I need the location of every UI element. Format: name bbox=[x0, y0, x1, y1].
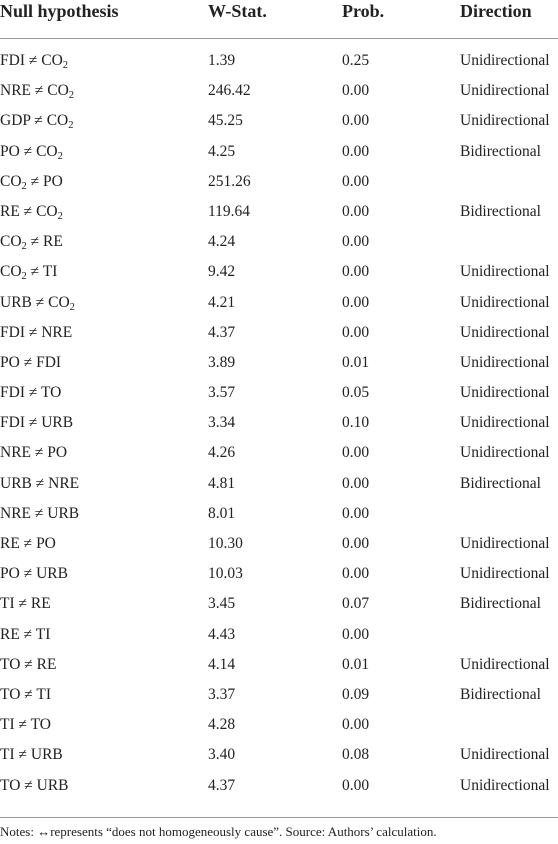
table-row bbox=[0, 377, 558, 407]
direction-cell: Unidirectional bbox=[460, 444, 550, 462]
table-row bbox=[0, 136, 558, 166]
prob-cell: 0.01 bbox=[342, 353, 370, 371]
table-row bbox=[0, 226, 558, 256]
table-row bbox=[0, 588, 558, 618]
w-stat-cell: 4.37 bbox=[208, 776, 236, 794]
direction-cell: Bidirectional bbox=[460, 202, 541, 220]
prob-cell: 0.09 bbox=[342, 685, 370, 703]
prob-cell: 0.00 bbox=[342, 202, 370, 220]
w-stat-cell: 4.25 bbox=[208, 142, 236, 160]
direction-cell: Unidirectional bbox=[460, 52, 550, 69]
prob-cell: 0.00 bbox=[342, 474, 370, 492]
hypothesis-cell: NRE ≠ PO bbox=[0, 444, 68, 462]
table-row bbox=[0, 437, 558, 467]
direction-cell: Unidirectional bbox=[460, 414, 550, 432]
table-row bbox=[0, 558, 558, 588]
table-notes: Notes: ↔represents “does not homogeneously cause”. Source: Authors’ calculation. bbox=[0, 824, 437, 839]
prob-cell: 0.00 bbox=[342, 625, 370, 643]
direction-cell: Bidirectional bbox=[460, 474, 541, 492]
header-prob: Prob. bbox=[342, 1, 385, 21]
w-stat-cell: 4.14 bbox=[208, 655, 236, 673]
table-row bbox=[0, 287, 558, 317]
hypothesis-cell: FDI ≠ TO bbox=[0, 384, 62, 402]
hypothesis-cell: NRE ≠ URB bbox=[0, 504, 80, 522]
w-stat-cell: 8.01 bbox=[208, 504, 236, 522]
table-row bbox=[0, 407, 558, 437]
w-stat-cell: 251.26 bbox=[208, 172, 251, 190]
prob-cell: 0.00 bbox=[342, 716, 370, 734]
direction-cell: Bidirectional bbox=[460, 142, 541, 160]
hypothesis-cell: PO ≠ $CO_2$ bbox=[0, 142, 63, 162]
direction-cell: Unidirectional bbox=[460, 293, 550, 311]
direction-cell: Unidirectional bbox=[460, 112, 550, 130]
w-stat-cell: 4.26 bbox=[208, 444, 236, 462]
direction-cell: Unidirectional bbox=[460, 353, 550, 371]
prob-cell: 0.00 bbox=[342, 172, 370, 190]
w-stat-cell: 3.40 bbox=[208, 746, 236, 764]
hypothesis-cell: GDP ≠ $CO_2$ bbox=[0, 112, 74, 132]
hypothesis-cell: TI ≠ RE bbox=[0, 595, 51, 613]
w-stat-cell: 3.37 bbox=[208, 685, 236, 703]
w-stat-cell: 4.21 bbox=[208, 293, 236, 311]
table-row bbox=[0, 468, 558, 498]
prob-cell: 0.00 bbox=[342, 444, 370, 462]
w-stat-cell: 3.57 bbox=[208, 384, 236, 402]
w-stat-cell: 246.42 bbox=[208, 82, 251, 100]
table-row bbox=[0, 105, 558, 135]
table-row bbox=[0, 709, 558, 739]
hypothesis-cell: TI ≠ URB bbox=[0, 746, 63, 764]
table-row bbox=[0, 166, 558, 196]
prob-cell: 0.00 bbox=[342, 263, 370, 281]
w-stat-cell: 4.43 bbox=[208, 625, 236, 643]
prob-cell: 0.01 bbox=[342, 655, 370, 673]
hypothesis-cell: RE ≠ $CO_2$ bbox=[0, 202, 63, 222]
direction-cell: Unidirectional bbox=[460, 82, 550, 100]
table-row bbox=[0, 75, 558, 105]
direction-cell: Bidirectional bbox=[460, 685, 541, 703]
notes-divider bbox=[0, 817, 558, 818]
w-stat-cell: 3.89 bbox=[208, 353, 236, 371]
table-row bbox=[0, 679, 558, 709]
hypothesis-cell: TI ≠ TO bbox=[0, 716, 51, 734]
prob-cell: 0.25 bbox=[342, 52, 370, 69]
w-stat-cell: 4.37 bbox=[208, 323, 236, 341]
hypothesis-cell: RE ≠ PO bbox=[0, 535, 56, 552]
direction-cell: Unidirectional bbox=[460, 384, 550, 402]
table-header-row bbox=[0, 0, 558, 39]
direction-cell: Unidirectional bbox=[460, 263, 550, 281]
direction-cell: Unidirectional bbox=[460, 746, 550, 764]
table-row bbox=[0, 45, 558, 75]
hypothesis-cell: FDI ≠ NRE bbox=[0, 323, 73, 341]
hypothesis-cell: FDI ≠ URB bbox=[0, 414, 74, 432]
hypothesis-cell: $CO_2$ ≠ PO bbox=[0, 172, 63, 192]
hypothesis-cell: TO ≠ RE bbox=[0, 655, 57, 673]
prob-cell: 0.00 bbox=[342, 323, 370, 341]
hypothesis-cell: RE ≠ TI bbox=[0, 625, 51, 643]
prob-cell: 0.05 bbox=[342, 384, 370, 402]
prob-cell: 0.08 bbox=[342, 746, 370, 764]
w-stat-cell: 1.39 bbox=[208, 52, 236, 69]
hypothesis-cell: PO ≠ URB bbox=[0, 565, 68, 583]
w-stat-cell: 10.03 bbox=[208, 565, 243, 583]
direction-cell: Unidirectional bbox=[460, 565, 550, 583]
w-stat-cell: 3.34 bbox=[208, 414, 236, 432]
direction-cell: Bidirectional bbox=[460, 595, 541, 613]
table-row bbox=[0, 317, 558, 347]
prob-cell: 0.10 bbox=[342, 414, 370, 432]
hypothesis-cell: URB ≠ $CO_2$ bbox=[0, 293, 75, 313]
hypothesis-cell: $CO_2$ ≠ TI bbox=[0, 263, 58, 283]
hypothesis-cell: URB ≠ NRE bbox=[0, 474, 80, 492]
table-row bbox=[0, 649, 558, 679]
w-stat-cell: 9.42 bbox=[208, 263, 236, 281]
prob-cell: 0.00 bbox=[342, 535, 370, 552]
direction-cell: Unidirectional bbox=[460, 323, 550, 341]
prob-cell: 0.00 bbox=[342, 293, 370, 311]
hypothesis-cell: $CO_2$ ≠ RE bbox=[0, 233, 63, 253]
direction-cell: Unidirectional bbox=[460, 776, 550, 794]
hypothesis-cell: TO ≠ URB bbox=[0, 776, 69, 794]
hypothesis-cell: TO ≠ TI bbox=[0, 685, 51, 703]
table-row bbox=[0, 770, 558, 800]
prob-cell: 0.00 bbox=[342, 82, 370, 100]
table-row bbox=[0, 528, 558, 558]
table-body bbox=[0, 39, 558, 800]
prob-cell: 0.00 bbox=[342, 112, 370, 130]
table-row bbox=[0, 498, 558, 528]
w-stat-cell: 4.28 bbox=[208, 716, 236, 734]
w-stat-cell: 3.45 bbox=[208, 595, 236, 613]
direction-cell: Unidirectional bbox=[460, 655, 550, 673]
prob-cell: 0.00 bbox=[342, 504, 370, 522]
header-direction: Direction bbox=[460, 1, 532, 21]
table-row bbox=[0, 196, 558, 226]
w-stat-cell: 119.64 bbox=[208, 202, 251, 220]
hypothesis-cell: PO ≠ FDI bbox=[0, 353, 62, 371]
hypothesis-cell: FDI ≠ $CO_2$ bbox=[0, 52, 69, 71]
table-row bbox=[0, 347, 558, 377]
w-stat-cell: 4.24 bbox=[208, 233, 236, 251]
prob-cell: 0.00 bbox=[342, 565, 370, 583]
prob-cell: 0.07 bbox=[342, 595, 370, 613]
w-stat-cell: 45.25 bbox=[208, 112, 243, 130]
prob-cell: 0.00 bbox=[342, 233, 370, 251]
w-stat-cell: 10.30 bbox=[208, 535, 243, 552]
table-row bbox=[0, 256, 558, 286]
table-row bbox=[0, 739, 558, 769]
header-w-stat: W-Stat. bbox=[208, 1, 267, 21]
w-stat-cell: 4.81 bbox=[208, 474, 236, 492]
direction-cell: Unidirectional bbox=[460, 535, 550, 552]
hypothesis-cell: NRE ≠ $CO_2$ bbox=[0, 82, 75, 102]
header-null-hypothesis: Null hypothesis bbox=[0, 1, 119, 21]
prob-cell: 0.00 bbox=[342, 776, 370, 794]
table-row bbox=[0, 619, 558, 649]
prob-cell: 0.00 bbox=[342, 142, 370, 160]
